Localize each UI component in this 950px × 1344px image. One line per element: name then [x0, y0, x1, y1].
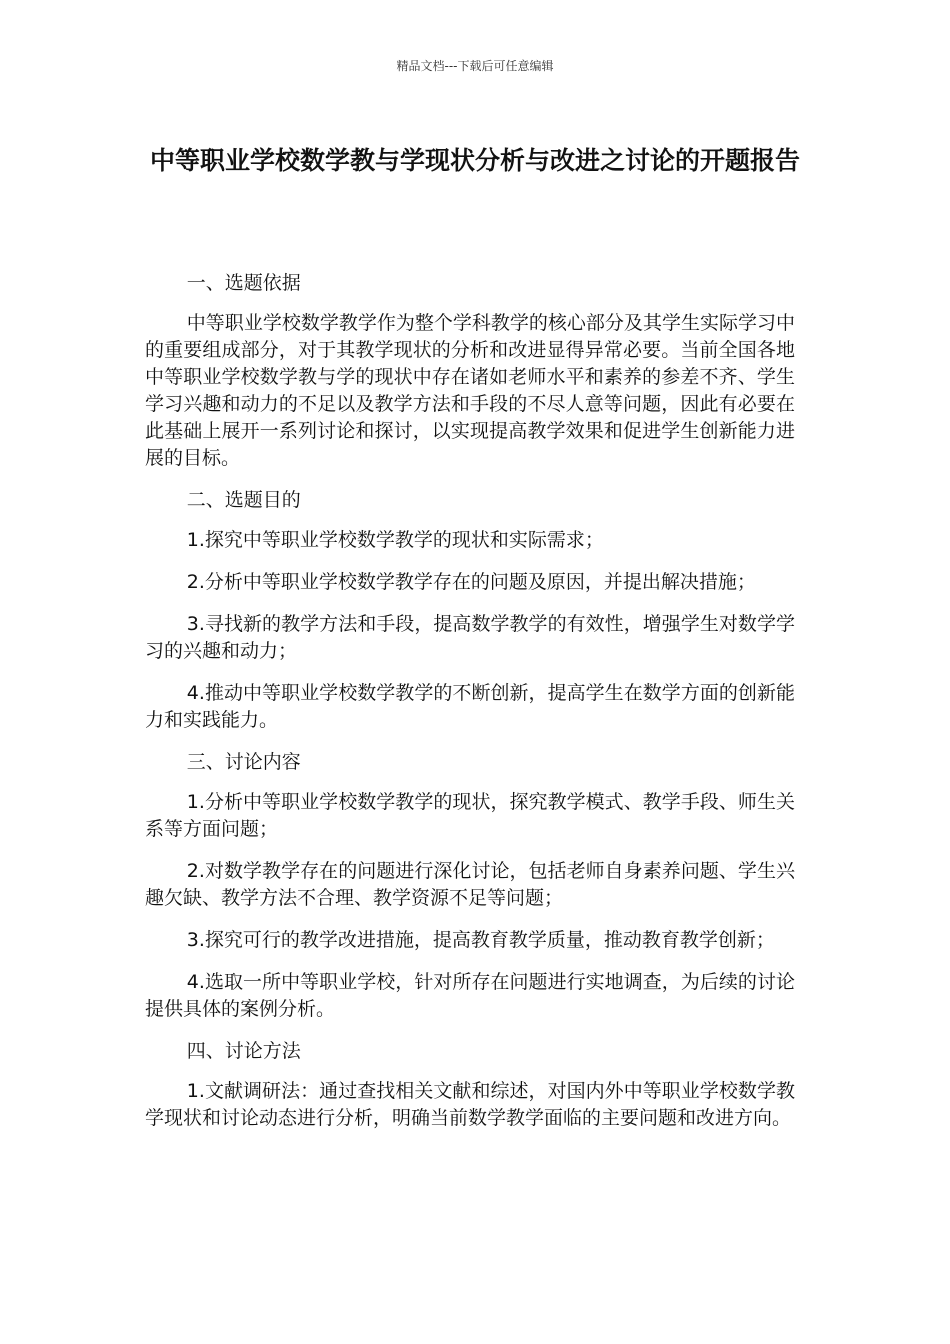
purpose-item-2: 2.分析中等职业学校数学教学存在的问题及原因，并提出解决措施；: [186, 571, 756, 593]
purpose-item-4: 4.推动中等职业学校数学教学的不断创新，提高学生在数学方面的创新能力和实践能力。: [145, 682, 795, 731]
section-heading-purpose: 二、选题目的: [186, 489, 301, 511]
content-item-1: 1.分析中等职业学校数学教学的现状，探究教学模式、教学手段、师生关系等方面问题；: [145, 791, 795, 840]
purpose-item-1: 1.探究中等职业学校数学教学的现状和实际需求；: [186, 529, 604, 551]
paragraph-basis: 中等职业学校数学教学作为整个学科教学的核心部分及其学生实际学习中的重要组成部分，对于其教学现状的分析和改进显得异常必要。当前全国各地中等职业学校数学教与学的现状中存在诸如老师水平和素养的参差不齐、学生学习兴趣和动力的不足以及教学方法和手段的不尽人意等问题，因此有必要在此基础上展开一系列讨论和探讨，以实现提高教学效果和促进学生创新能力进展的目标。: [145, 312, 795, 469]
content-item-3: 3.探究可行的教学改进措施，提高教育教学质量，推动教育教学创新；: [186, 929, 775, 951]
section-heading-basis: 一、选题依据: [186, 272, 301, 294]
document-body: [145, 270, 795, 1147]
section-heading-method: 四、讨论方法: [186, 1040, 301, 1062]
purpose-item-3: 3.寻找新的教学方法和手段，提高数学教学的有效性，增强学生对数学学习的兴趣和动力；: [145, 613, 795, 662]
content-item-2: 2.对数学教学存在的问题进行深化讨论，包括老师自身素养问题、学生兴趣欠缺、教学方法不合理、教学资源不足等问题；: [145, 860, 795, 909]
method-item-1: 1.文献调研法：通过查找相关文献和综述，对国内外中等职业学校数学教学现状和讨论动态进行分析，明确当前数学教学面临的主要问题和改进方向。: [145, 1080, 795, 1129]
section-heading-content: 三、讨论内容: [186, 751, 301, 773]
page-header-note: 精品文档---下载后可任意编辑: [396, 59, 554, 73]
content-item-4: 4.选取一所中等职业学校，针对所存在问题进行实地调查，为后续的讨论提供具体的案例分析。: [145, 971, 795, 1020]
document-title: 中等职业学校数学教与学现状分析与改进之讨论的开题报告: [149, 146, 800, 175]
